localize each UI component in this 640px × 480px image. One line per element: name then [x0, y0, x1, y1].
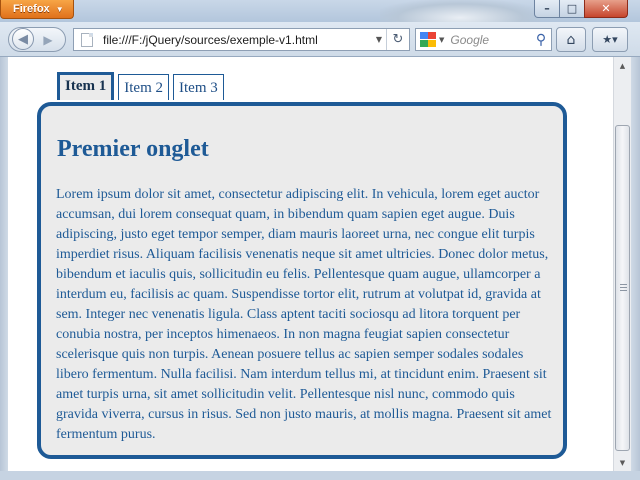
close-icon: ✕: [601, 2, 611, 15]
firefox-menu-button[interactable]: [0, 0, 74, 19]
minimize-button[interactable]: [534, 0, 560, 18]
reload-icon[interactable]: ↻: [386, 29, 409, 50]
back-button[interactable]: [12, 28, 34, 50]
navigation-toolbar: [0, 22, 640, 57]
home-button[interactable]: [556, 27, 586, 52]
maximize-icon: □: [566, 2, 578, 15]
scrollbar-grip-icon: [620, 284, 627, 291]
search-bar[interactable]: [415, 28, 552, 51]
tab-list: [57, 74, 224, 100]
search-icon[interactable]: ⚲: [535, 31, 547, 48]
title-bar: [0, 0, 640, 22]
tab-item-1[interactable]: Item 1: [57, 72, 114, 100]
window-frame-right: [631, 57, 640, 480]
bookmarks-icon: ★▾: [602, 33, 618, 46]
tab-panel: [37, 102, 567, 459]
close-window-button[interactable]: [584, 0, 628, 18]
persona-background: [380, 0, 540, 22]
tab-item-2[interactable]: Item 2: [118, 74, 169, 100]
search-engine-dropdown-icon[interactable]: ▼: [439, 35, 445, 44]
search-input[interactable]: Google: [450, 32, 490, 47]
address-bar[interactable]: [73, 28, 410, 51]
firefox-menu-label: Firefox: [13, 3, 50, 15]
forward-arrow-icon: ▶: [43, 33, 53, 47]
page-viewport: [8, 57, 613, 471]
page-icon: [81, 33, 93, 47]
window-frame-left: [0, 57, 8, 480]
chevron-down-icon: ▼: [55, 4, 64, 14]
home-icon: ⌂: [566, 31, 576, 48]
forward-button[interactable]: [40, 32, 56, 48]
panel-body-text: Lorem ipsum dolor sit amet, consectetur adipiscing elit. In vehicula, lorem eget auctor accumsan, dui lorem consequat quam, in bibendum quam sapien eget augue. Duis adipiscing, justo eget tempor semper, diam mauris laoreet urna, nec congue elit turpis imperdiet risus. Aliquam facilisis venenatis neque sit amet ultricies. Donec dolor metus, bibendum et iaculis quis, sollicitudin eu felis. Pellentesque quam augue, ullamcorper a interdum eu, facilisis ac quam. Suspendisse tortor elit, rutrum at volutpat id, gravida at sem. Integer nec venenatis ligula. Class aptent taciti sociosqu ad litora torquent per conubia nostra, per inceptos himenaeos. In non magna feugiat sapien consectetur scelerisque quis non turpis. Aenean posuere tellus ac sapien semper sodales sodales libero fermentum. Nulla facilisi. Nam interdum tellus mi, at tincidunt enim. Praesent sit amet turpis urna, sit amet sollicitudin velit. Pellentesque nisl nunc, commodo quis gravida viverra, cursus in risus. Sed non justo mauris, at mollis magna. Praesent sit amet fermentum purus.: [56, 187, 552, 442]
history-dropdown-icon[interactable]: ▼: [375, 35, 383, 44]
scrollbar-thumb[interactable]: [615, 125, 630, 451]
panel-title: Premier onglet: [57, 136, 209, 162]
address-text[interactable]: file:///F:/jQuery/sources/exemple-v1.html: [103, 32, 318, 47]
window-frame-bottom: [0, 471, 640, 480]
vertical-scrollbar[interactable]: [613, 57, 631, 471]
maximize-button[interactable]: [559, 0, 585, 18]
bookmarks-button[interactable]: [592, 27, 628, 52]
minimize-icon: –: [544, 2, 550, 15]
back-arrow-icon: ◀: [18, 31, 28, 47]
google-icon[interactable]: [420, 32, 438, 48]
scroll-up-icon[interactable]: ▲: [619, 61, 626, 70]
tab-item-3[interactable]: Item 3: [173, 74, 224, 100]
scroll-down-icon[interactable]: ▼: [619, 458, 626, 467]
